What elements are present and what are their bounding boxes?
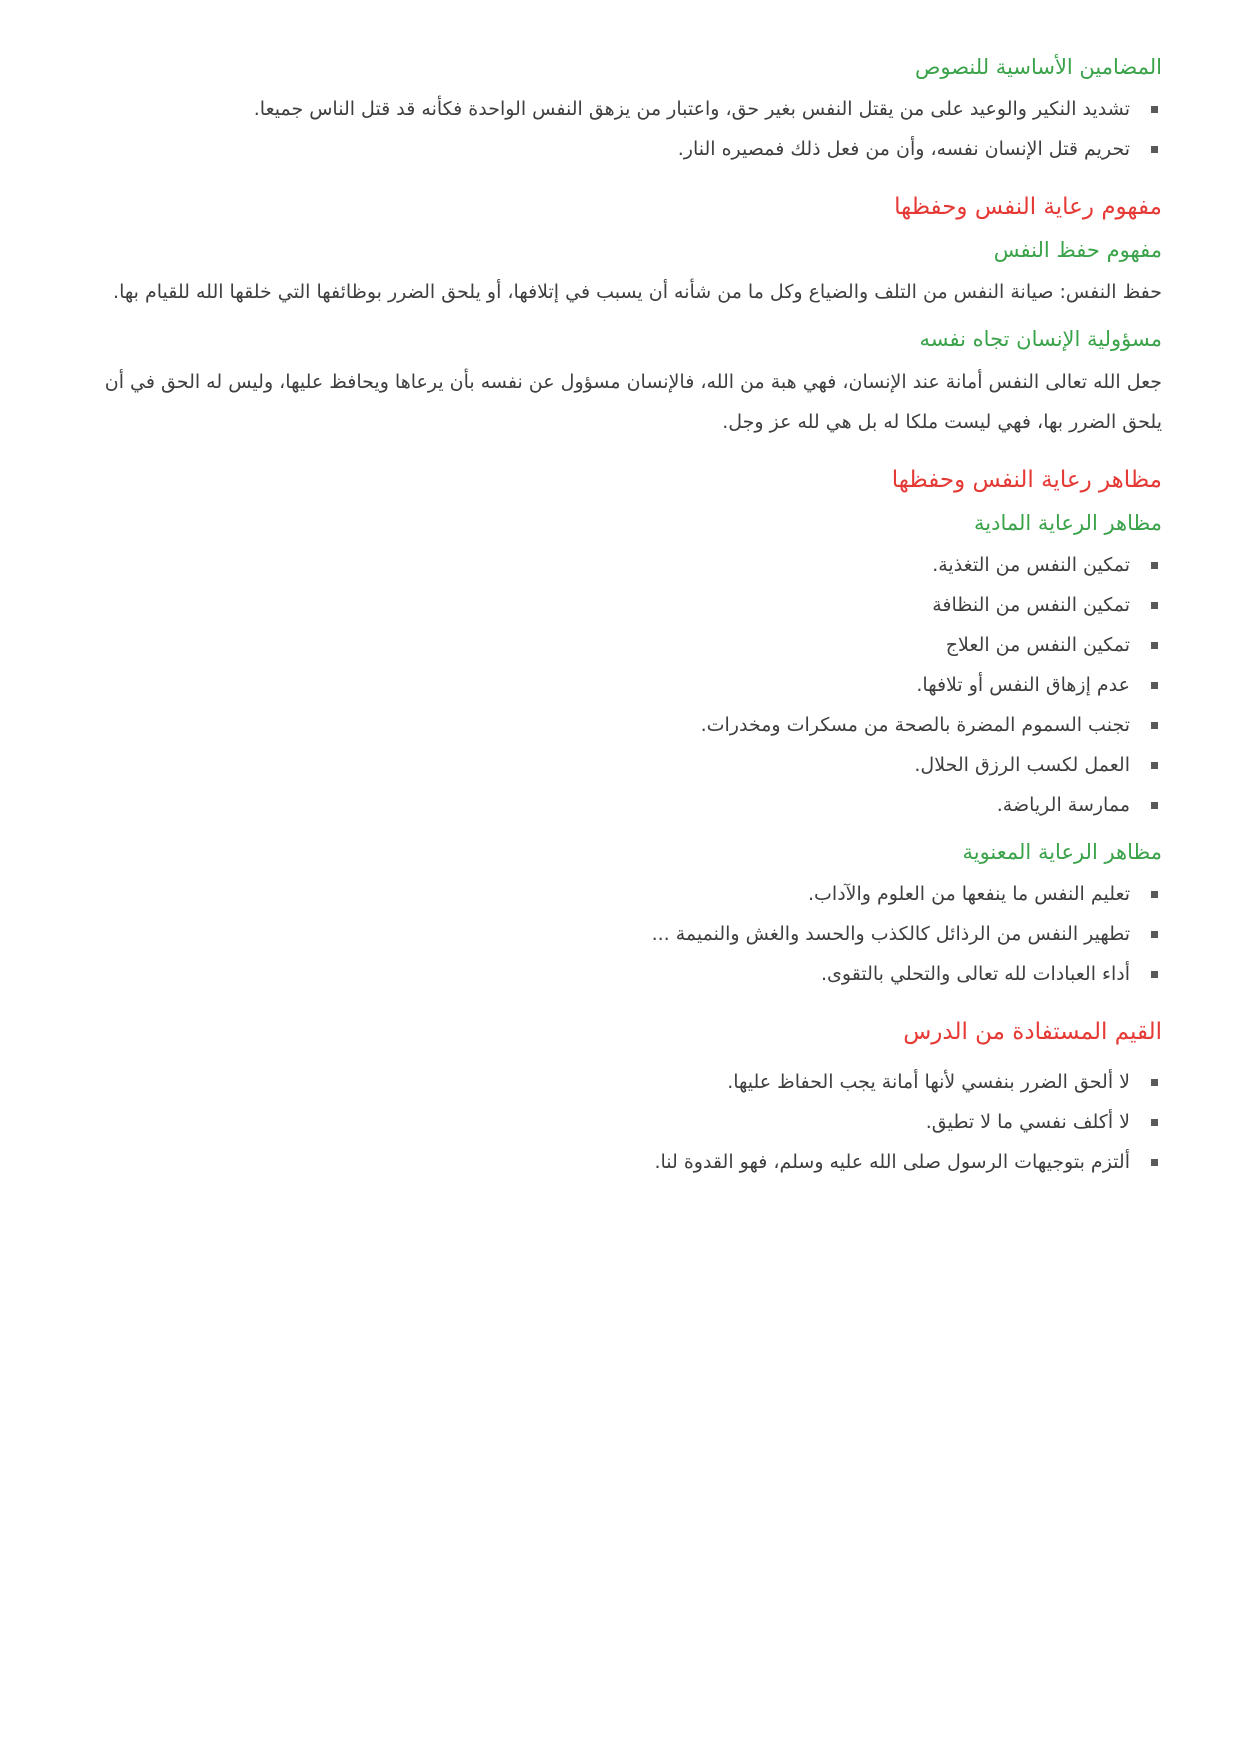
section-heading-aspects: مظاهر رعاية النفس وحفظها [891, 466, 1162, 493]
list-item: لا أكلف نفسي ما لا تطيق. [80, 1102, 1130, 1142]
paragraph-responsibility: جعل الله تعالى النفس أمانة عند الإنسان، فهي هبة من الله، فالإنسان مسؤول عن نفسه بأن يرعاها ويحافظ عليها، وليس له الحق في أن يلحق الضرر بها، فهي ليست ملكا له بل هي لله عز وجل. [104, 370, 1162, 433]
list-item: عدم إزهاق النفس أو تلافها. [80, 665, 1130, 705]
section-heading-texts-contents: المضامين الأساسية للنصوص [914, 55, 1162, 79]
moral-aspects-list [80, 874, 1162, 994]
list-item: تعليم النفس ما ينفعها من العلوم والآداب. [80, 874, 1130, 914]
list-item: تشديد النكير والوعيد على من يقتل النفس بغير حق، واعتبار من يزهق النفس الواحدة فكأنه قد قتل الناس جميعا. [80, 89, 1130, 129]
list-item: أداء العبادات لله تعالى والتحلي بالتقوى. [80, 954, 1130, 994]
list-item: تحريم قتل الإنسان نفسه، وأن من فعل ذلك فمصيره النار. [80, 129, 1130, 169]
list-item: ألتزم بتوجيهات الرسول صلى الله عليه وسلم، فهو القدوة لنا. [80, 1142, 1130, 1182]
subheading-moral-aspects: مظاهر الرعاية المعنوية [962, 839, 1162, 864]
section-heading-concept: مفهوم رعاية النفس وحفظها [894, 194, 1162, 221]
section-heading-values: القيم المستفادة من الدرس [903, 1019, 1162, 1046]
material-aspects-list [80, 545, 1162, 825]
paragraph-concept-preservation: حفظ النفس: صيانة النفس من التلف والضياع وكل ما من شأنه أن يسبب في إتلافها، أو يلحق الضرر بوظائفها التي خلقها الله للقيام بها. [113, 281, 1162, 304]
list-item: تمكين النفس من العلاج [80, 625, 1130, 665]
list-item: لا ألحق الضرر بنفسي لأنها أمانة يجب الحفاظ عليها. [80, 1062, 1130, 1102]
list-item: تمكين النفس من النظافة [80, 585, 1130, 625]
values-list [80, 1062, 1162, 1182]
list-item: ممارسة الرياضة. [80, 785, 1130, 825]
list-item: تجنب السموم المضرة بالصحة من مسكرات ومخدرات. [80, 705, 1130, 745]
texts-contents-list [80, 89, 1162, 169]
list-item: العمل لكسب الرزق الحلال. [80, 745, 1130, 785]
subheading-concept-preservation: مفهوم حفظ النفس [993, 238, 1162, 263]
list-item: تمكين النفس من التغذية. [80, 545, 1130, 585]
subheading-material-aspects: مظاهر الرعاية المادية [974, 510, 1162, 535]
list-item: تطهير النفس من الرذائل كالكذب والحسد والغش والنميمة ... [80, 914, 1130, 954]
subheading-responsibility: مسؤولية الإنسان تجاه نفسه [919, 327, 1162, 352]
